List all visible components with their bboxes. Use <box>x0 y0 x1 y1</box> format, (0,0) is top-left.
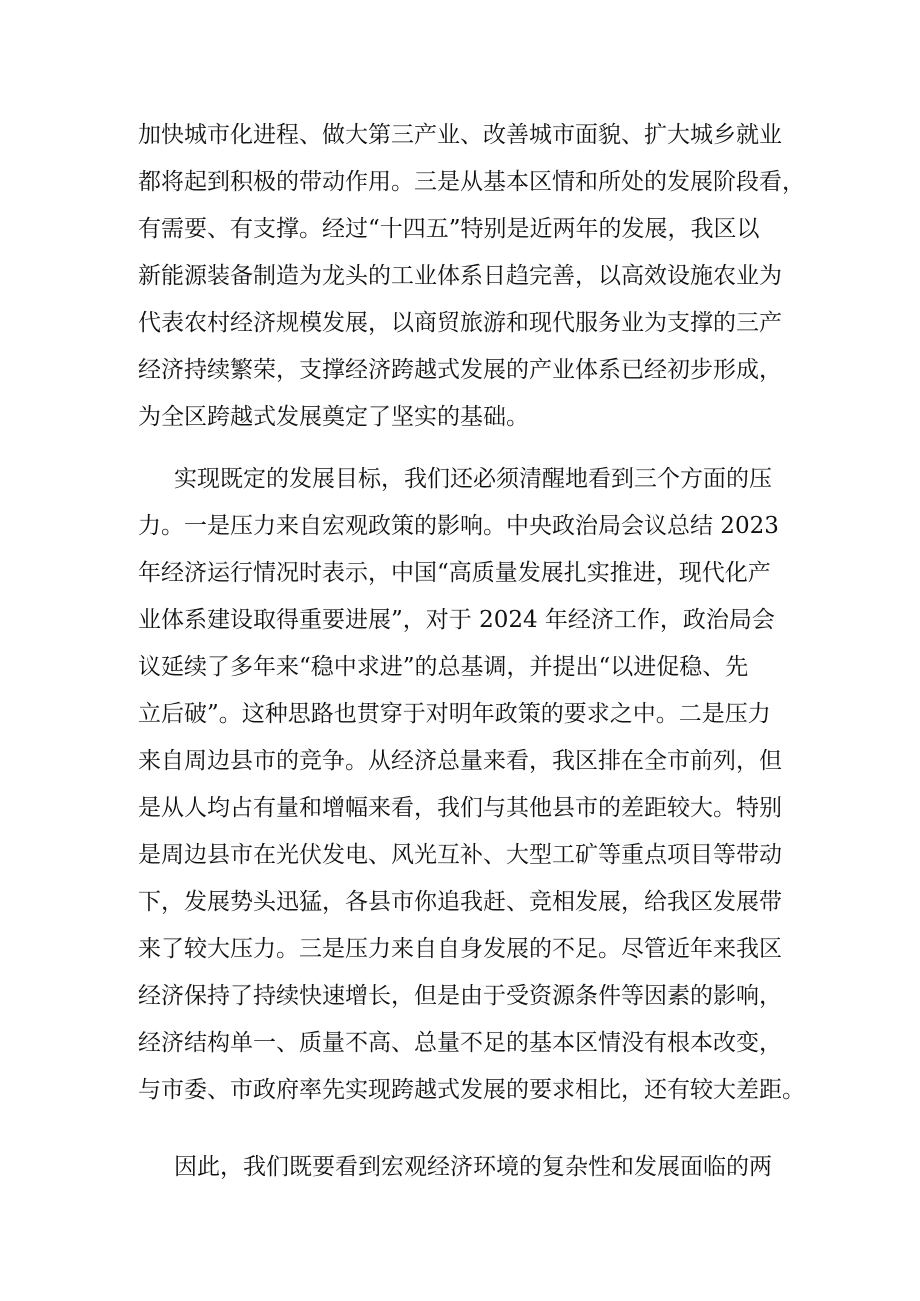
paragraph-1 <box>138 112 805 441</box>
paragraph-3 <box>138 1144 798 1191</box>
paragraph-line: 力。一是压力来自宏观政策的影响。中央政治局会议总结 2023 <box>138 513 779 539</box>
paragraph-line: 经济保持了持续快速增长，但是由于受资源条件等因素的影响， <box>138 983 782 1009</box>
paragraph-line: 议延续了多年来“稳中求进”的总基调，并提出“以进促稳、先 <box>138 654 749 680</box>
paragraph-line: 因此，我们既要看到宏观经济环境的复杂性和发展面临的两 <box>174 1154 772 1180</box>
paragraph-line: 有需要、有支撑。经过“十四五”特别是近两年的发展，我区以 <box>138 216 760 242</box>
paragraph-line: 新能源装备制造为龙头的工业体系日趋完善，以高效设施农业为 <box>138 263 782 289</box>
paragraph-line: 与市委、市政府率先实现跨越式发展的要求相比，还有较大差距。 <box>138 1077 805 1103</box>
paragraph-line: 是周边县市在光伏发电、风光互补、大型工矿等重点项目等带动 <box>138 842 782 868</box>
paragraph-2 <box>138 456 805 1114</box>
paragraph-line: 来自周边县市的竞争。从经济总量来看，我区排在全市前列，但 <box>138 748 782 774</box>
paragraph-line: 经济持续繁荣，支撑经济跨越式发展的产业体系已经初步形成， <box>138 357 782 383</box>
paragraph-line: 经济结构单一、质量不高、总量不足的基本区情没有根本改变， <box>138 1030 782 1056</box>
paragraph-line: 业体系建设取得重要进展”，对于 2024 年经济工作，政治局会 <box>138 607 775 633</box>
paragraph-line: 代表农村经济规模发展，以商贸旅游和现代服务业为支撑的三产 <box>138 310 782 336</box>
paragraph-line: 加快城市化进程、做大第三产业、改善城市面貌、扩大城乡就业 <box>138 122 782 148</box>
paragraph-line: 立后破”。这种思路也贯穿于对明年政策的要求之中。二是压力 <box>138 701 771 727</box>
paragraph-line: 是从人均占有量和增幅来看，我们与其他县市的差距较大。特别 <box>138 795 782 821</box>
paragraph-line: 为全区跨越式发展奠定了坚实的基础。 <box>138 404 529 430</box>
paragraph-line: 都将起到积极的带动作用。三是从基本区情和所处的发展阶段看， <box>138 169 805 195</box>
paragraph-line: 来了较大压力。三是压力来自自身发展的不足。尽管近年来我区 <box>138 936 782 962</box>
paragraph-line: 下，发展势头迅猛，各县市你追我赶、竞相发展，给我区发展带 <box>138 889 782 915</box>
paragraph-line: 年经济运行情况时表示，中国“高质量发展扎实推进，现代化产 <box>138 560 771 586</box>
paragraph-line: 实现既定的发展目标，我们还必须清醒地看到三个方面的压 <box>174 466 772 492</box>
